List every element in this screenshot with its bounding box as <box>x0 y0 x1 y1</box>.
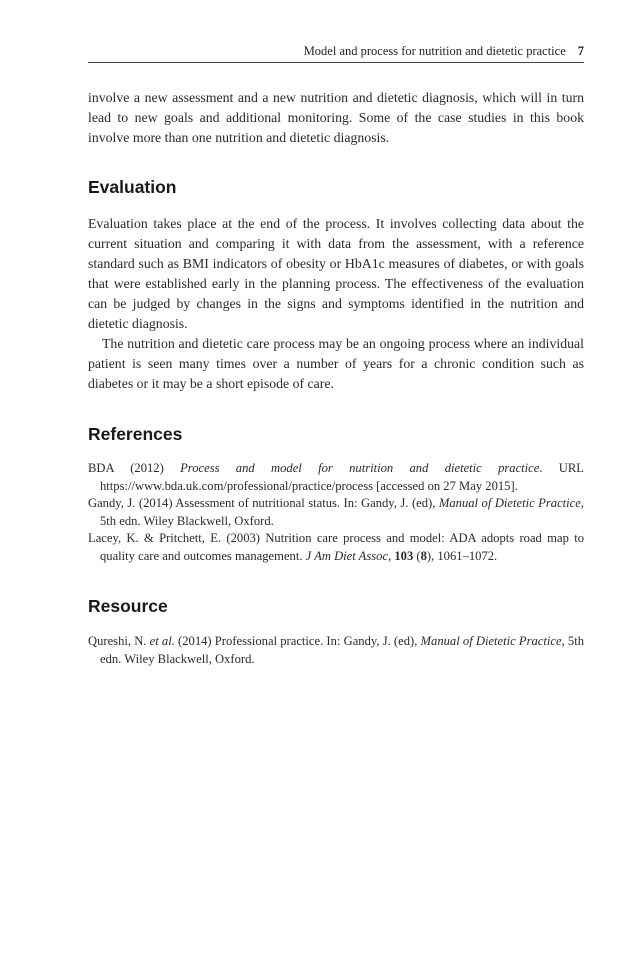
running-title: Model and process for nutrition and dietetic practice <box>303 44 566 58</box>
resource-heading: Resource <box>88 596 168 616</box>
references-heading: References <box>88 424 183 444</box>
running-head <box>88 44 584 59</box>
resource-item: Qureshi, N. et al. (2014) Professional practice. In: Gandy, J. (ed), Manual of Dietetic Practice, 5th edn. Wiley Blackwell, Oxford. <box>88 634 585 666</box>
references-list <box>88 460 584 565</box>
page-content <box>88 88 584 668</box>
header-rule <box>88 62 584 63</box>
intro-paragraph: involve a new assessment and a new nutrition and dietetic diagnosis, which will in turn lead to new goals and additional monitoring. Some of the case studies in this book involve more than one nutrition and dietetic diagnosis. <box>88 90 584 145</box>
reference-item: Lacey, K. & Pritchett, E. (2003) Nutrition care process and model: ADA adopts road map to quality care and outcomes management. J Am Diet Assoc, 103 (8), 1061–1072. <box>88 531 584 563</box>
reference-item: Gandy, J. (2014) Assessment of nutritional status. In: Gandy, J. (ed), Manual of Dietetic Practice, 5th edn. Wiley Blackwell, Oxford. <box>88 496 584 528</box>
reference-item: BDA (2012) Process and model for nutrition and dietetic practice. URL https://www.bda.uk.com/professional/practice/process [accessed on 27 May 2015]. <box>88 461 584 493</box>
resource-list <box>88 633 584 668</box>
evaluation-paragraph-2: The nutrition and dietetic care process may be an ongoing process where an individual patient is seen many times over a number of years for a chronic condition such as diabetes or it may be a short episode of care. <box>88 336 584 391</box>
evaluation-heading: Evaluation <box>88 177 177 197</box>
evaluation-paragraph-1: Evaluation takes place at the end of the process. It involves collecting data about the current situation and comparing it with data from the assessment, with a reference standard such as BMI indicators of obesity or HbA1c measures of diabetes, or with goals that were established early in the planning process. The effectiveness of the evaluation can be judged by changes in the signs and symptoms identified in the nutrition and dietetic diagnosis. <box>88 216 584 331</box>
page-number: 7 <box>577 44 584 58</box>
